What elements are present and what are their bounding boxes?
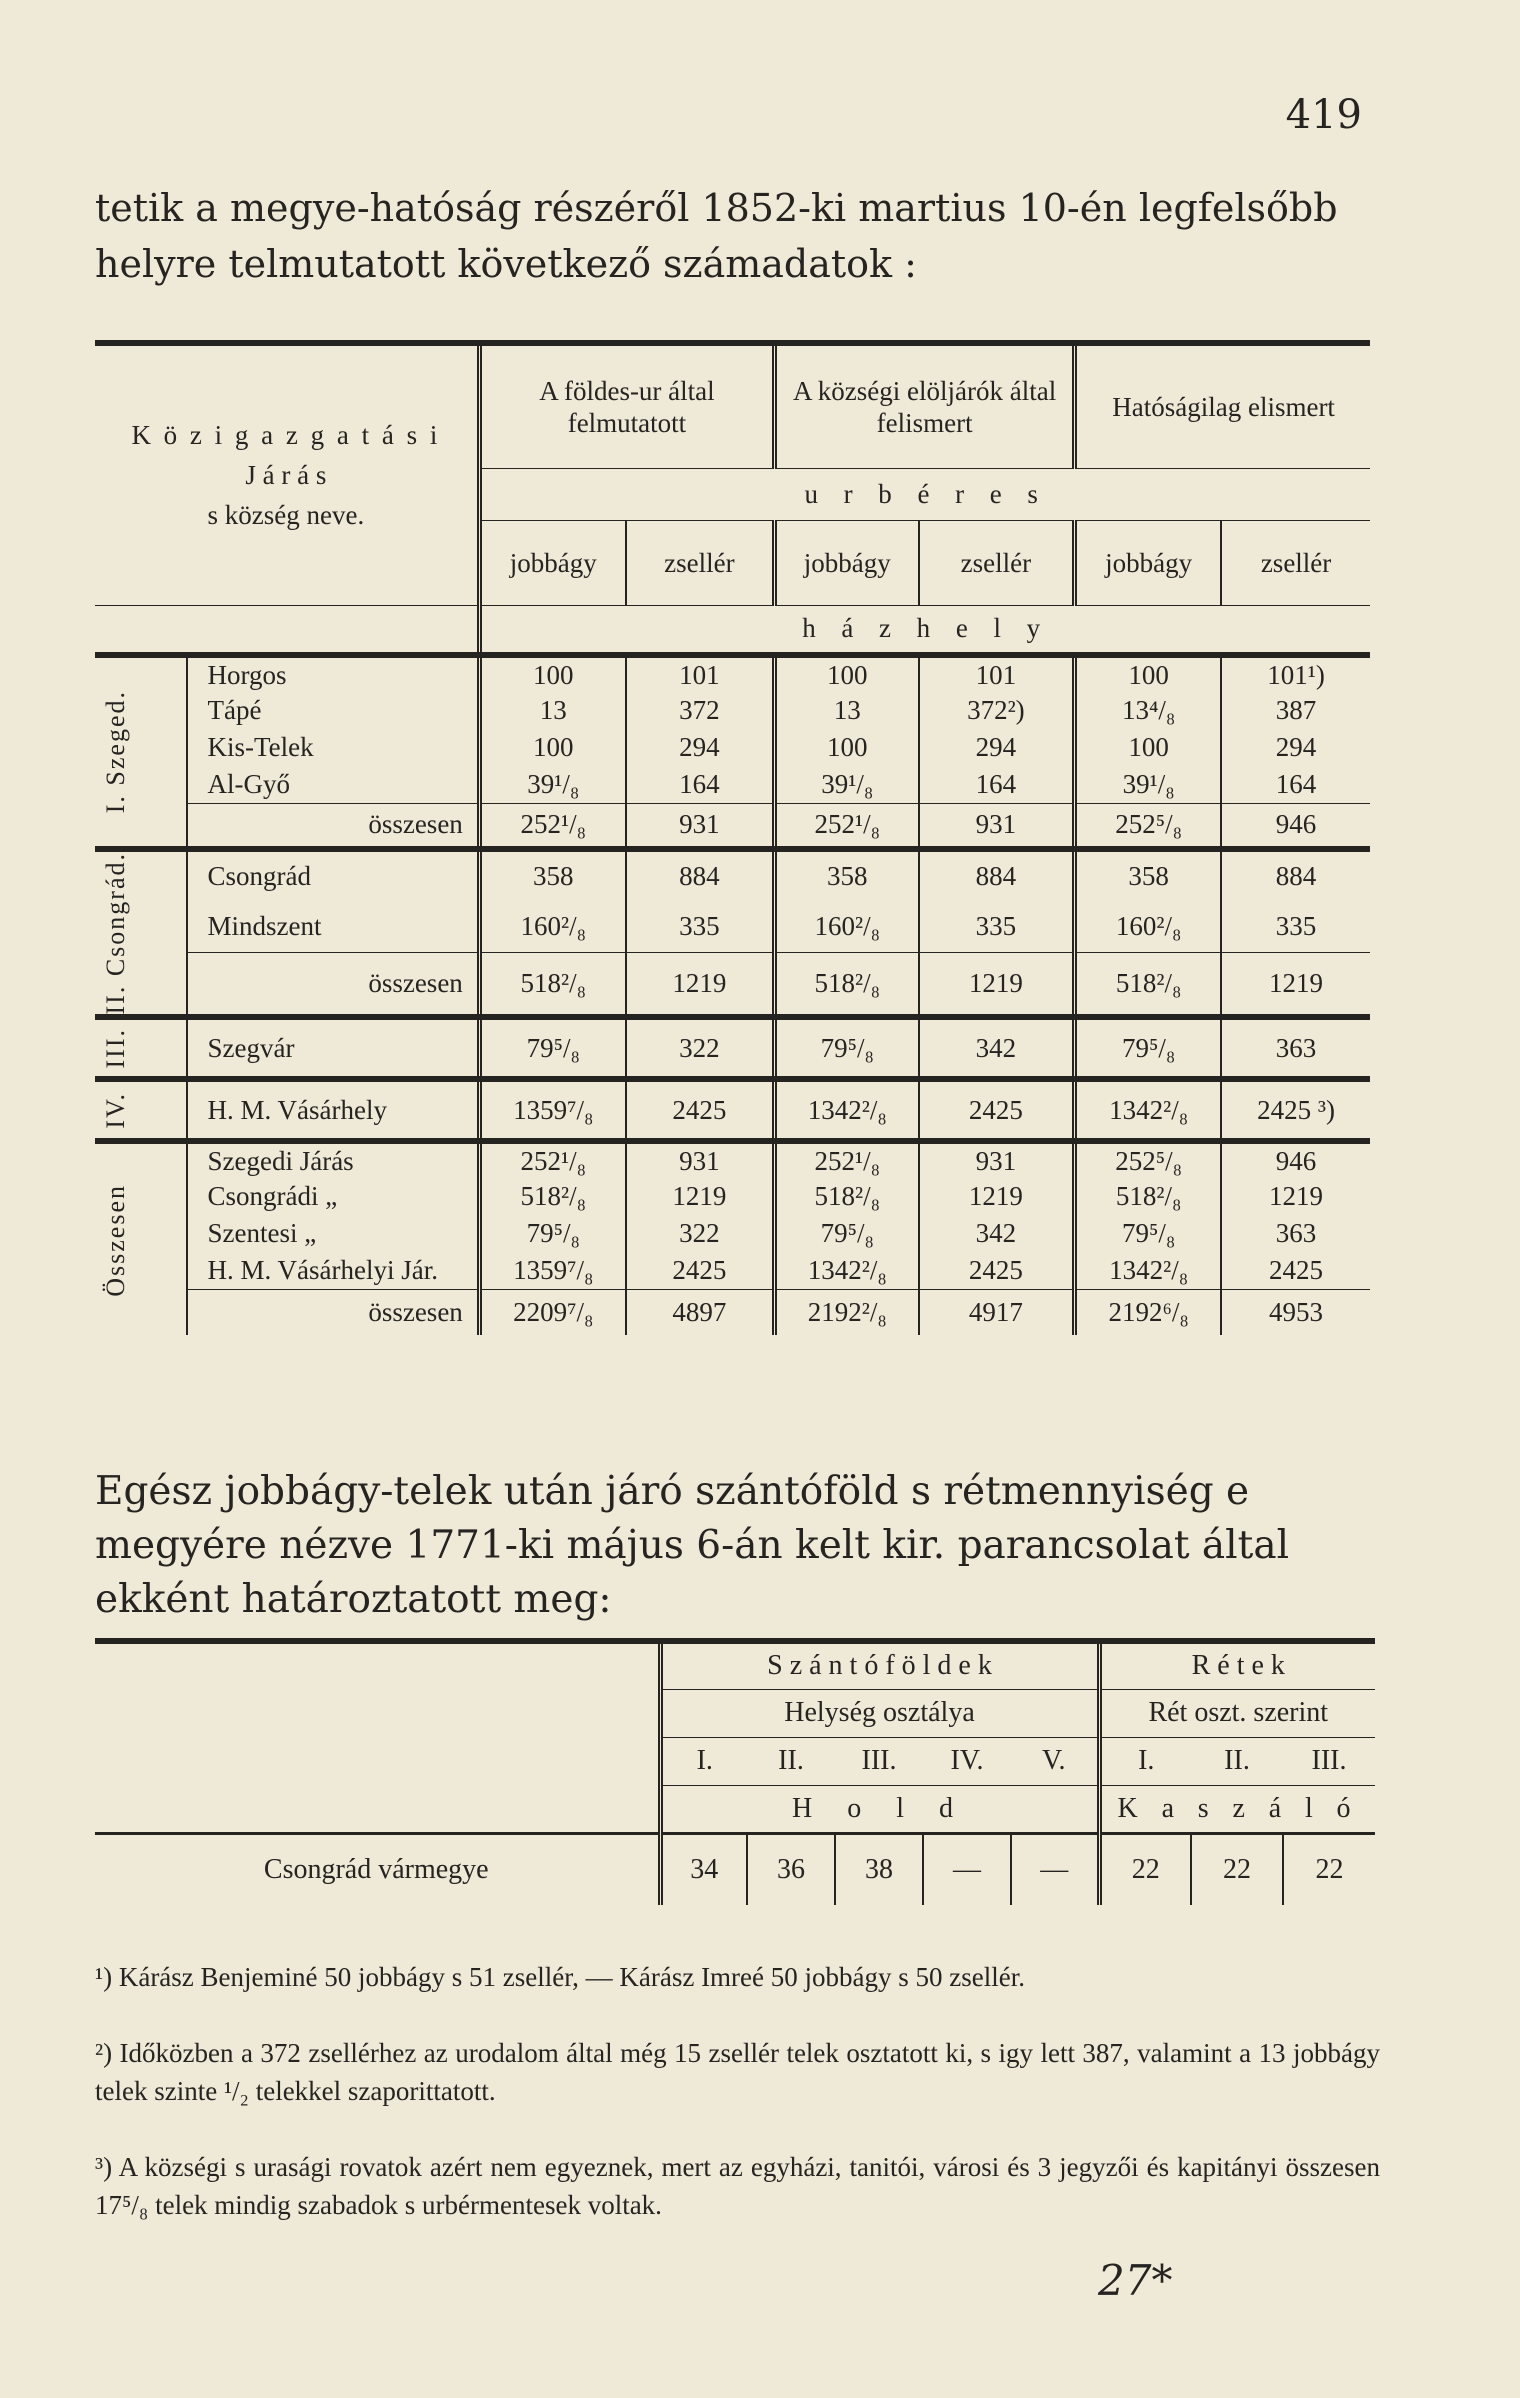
value-cell: 79⁵/₈	[775, 1215, 919, 1252]
value-cell: 160²/₈	[1075, 901, 1221, 953]
value-cell: 1342²/₈	[775, 1079, 919, 1141]
value-cell: 100	[1075, 729, 1221, 766]
value-cell: 13⁴/₈	[1075, 692, 1221, 729]
total-cell: 4917	[919, 1289, 1075, 1335]
total-cell: 252⁵/₈	[1075, 803, 1221, 849]
col-jobbagy-2: jobbágy	[775, 520, 919, 605]
group-header-1: A földes-ur által felmutatott	[479, 343, 774, 468]
value-cell: 2425	[626, 1252, 775, 1289]
row-name: Szentesi „	[207, 1218, 317, 1249]
value-cell: 342	[919, 1017, 1075, 1079]
total-label: összesen	[368, 968, 463, 999]
row-name: Csongrádi „	[207, 1181, 338, 1212]
value-cell: 372	[626, 692, 775, 729]
header-szantofoldek: S z á n t ó f ö l d e k	[660, 1641, 1099, 1689]
value-cell: 34	[660, 1833, 747, 1905]
value-cell: 252¹/₈	[775, 1141, 919, 1178]
total-label: összesen	[368, 809, 463, 840]
group-header-2: A községi elöljárók által felismert	[775, 343, 1075, 468]
value-cell: —	[1011, 1833, 1099, 1905]
total-cell: 4953	[1221, 1289, 1370, 1335]
value-cell: 931	[626, 1141, 775, 1178]
row-name: Szegedi Járás	[207, 1145, 354, 1176]
urbarial-table	[95, 340, 1370, 1365]
value-cell: 1219	[1221, 1178, 1370, 1215]
value-cell: 100	[775, 729, 919, 766]
total-cell: 2192⁶/₈	[1075, 1289, 1221, 1335]
value-cell: 79⁵/₈	[775, 1017, 919, 1079]
header-ret-oszt: Rét oszt. szerint	[1099, 1689, 1375, 1737]
row-name-csongrad: Csongrád vármegye	[263, 1853, 489, 1885]
value-cell: 1359⁷/₈	[479, 1252, 625, 1289]
row-name: Kis-Telek	[207, 732, 314, 762]
total-cell: 1219	[919, 953, 1075, 1018]
value-cell: 387	[1221, 692, 1370, 729]
value-cell: 22	[1191, 1833, 1283, 1905]
value-cell: 1219	[919, 1178, 1075, 1215]
value-cell: 164	[626, 766, 775, 803]
value-cell: 100	[479, 729, 625, 766]
section-label-text: IV.	[101, 1092, 130, 1129]
value-cell: 36	[747, 1833, 835, 1905]
value-cell: 101¹)	[1221, 655, 1370, 692]
value-cell: 252⁵/₈	[1075, 1141, 1221, 1178]
col-jobbagy-3: jobbágy	[1075, 520, 1221, 605]
value-cell: 22	[1283, 1833, 1375, 1905]
section-label	[95, 849, 187, 1017]
col-zseller-1: zsellér	[626, 520, 775, 605]
class-ret-2: II.	[1224, 1745, 1250, 1776]
value-cell: 335	[1221, 901, 1370, 953]
value-cell: 884	[919, 849, 1075, 901]
value-cell: 518²/₈	[1075, 1178, 1221, 1215]
section-label-text: Összesen	[101, 1183, 130, 1297]
value-cell: 164	[919, 766, 1075, 803]
header-line-2: J á r á s	[245, 460, 327, 491]
section-label	[95, 1079, 187, 1141]
row-name: Csongrád	[207, 860, 311, 891]
value-cell: 294	[1221, 729, 1370, 766]
total-label: összesen	[368, 1297, 463, 1328]
value-cell: 101	[626, 655, 775, 692]
value-cell: 1342²/₈	[1075, 1252, 1221, 1289]
section-label-text: II. Csongrád.	[101, 852, 130, 1015]
value-cell: 100	[1075, 655, 1221, 692]
value-cell: 13	[775, 692, 919, 729]
total-cell: 252¹/₈	[775, 803, 919, 849]
value-cell: 2425	[1221, 1252, 1370, 1289]
value-cell: 39¹/₈	[1075, 766, 1221, 803]
value-cell: 931	[919, 1141, 1075, 1178]
value-cell: 358	[1075, 849, 1221, 901]
class-szanto-1: I.	[660, 1737, 747, 1785]
hazhely-label: h á z h e l y	[479, 605, 1370, 655]
value-cell: 1219	[626, 1178, 775, 1215]
value-cell: 38	[835, 1833, 923, 1905]
col-zseller-3: zsellér	[1221, 520, 1370, 605]
value-cell: 100	[775, 655, 919, 692]
value-cell: 2425	[919, 1252, 1075, 1289]
group-header-3: Hatóságilag elismert	[1075, 343, 1370, 468]
value-cell: 160²/₈	[479, 901, 625, 953]
value-cell: 363	[1221, 1017, 1370, 1079]
value-cell: 79⁵/₈	[479, 1215, 625, 1252]
total-cell: 1219	[626, 953, 775, 1018]
value-cell: 39¹/₈	[775, 766, 919, 803]
total-cell: 518²/₈	[1075, 953, 1221, 1018]
total-cell: 518²/₈	[479, 953, 625, 1018]
total-cell: 518²/₈	[775, 953, 919, 1018]
class-szanto-2: II.	[778, 1745, 804, 1776]
col-zseller-2: zsellér	[919, 520, 1075, 605]
section-label	[95, 1017, 187, 1079]
value-cell: 372²)	[919, 692, 1075, 729]
row-name: Tápé	[207, 695, 262, 725]
section-label	[95, 1141, 187, 1335]
value-cell: 518²/₈	[479, 1178, 625, 1215]
total-cell: 1219	[1221, 953, 1370, 1018]
value-cell: 884	[626, 849, 775, 901]
value-cell: 363	[1221, 1215, 1370, 1252]
value-cell: 252¹/₈	[479, 1141, 625, 1178]
unit-kaszalo: K a s z á l ó	[1099, 1785, 1375, 1833]
intro-text: tetik a megye-hatóság részéről 1852-ki martius 10-én legfelsőbb helyre telmutatott következő számadatok :	[95, 186, 1338, 286]
section-label-text: I. Szeged.	[101, 690, 130, 814]
header-retek: R é t e k	[1099, 1641, 1375, 1689]
value-cell: 335	[626, 901, 775, 953]
value-cell: 13	[479, 692, 625, 729]
header-line-3: s község neve.	[207, 500, 365, 531]
value-cell: 2425 ³)	[1221, 1079, 1370, 1141]
total-cell: 946	[1221, 803, 1370, 849]
land-allocation-table	[95, 1638, 1375, 1905]
value-cell: 101	[919, 655, 1075, 692]
section-label	[95, 655, 187, 849]
total-cell: 252¹/₈	[479, 803, 625, 849]
value-cell: 518²/₈	[775, 1178, 919, 1215]
row-name: Al-Győ	[207, 768, 290, 799]
value-cell: 22	[1099, 1833, 1191, 1905]
value-cell: 79⁵/₈	[479, 1017, 625, 1079]
value-cell: 294	[919, 729, 1075, 766]
value-cell: 39¹/₈	[479, 766, 625, 803]
total-cell: 4897	[626, 1289, 775, 1335]
section-label-text: III.	[101, 1028, 130, 1069]
footnote-3: ³) A községi s urasági rovatok azért nem egyeznek, mert az egyházi, tanitói, városi és 3 jegyzői és kapitányi összesen 17⁵/₈ telek mindig szabadok s urbérmentesek voltak.	[95, 2152, 1380, 2220]
row-name: Mindszent	[207, 911, 322, 942]
total-cell: 931	[919, 803, 1075, 849]
value-cell: 100	[479, 655, 625, 692]
unit-hold: H o l d	[660, 1785, 1099, 1833]
class-szanto-4: IV.	[950, 1745, 984, 1776]
row-name: Szegvár	[207, 1032, 295, 1063]
row-name: H. M. Vásárhelyi Jár.	[207, 1255, 438, 1286]
total-cell: 2192²/₈	[775, 1289, 919, 1335]
paragraph-2: Egész jobbágy-telek után járó szántóföld s rétmennyiség e megyére nézve 1771-ki május 6-án kelt kir. parancsolat által ekként határoztatott meg:	[95, 1469, 1290, 1622]
page-number: 419	[1285, 92, 1362, 138]
urberes-label: u r b é r e s	[479, 468, 1370, 520]
class-szanto-3: III.	[861, 1745, 897, 1776]
value-cell: 946	[1221, 1141, 1370, 1178]
footnote-2: ²) Időközben a 372 zsellérhez az urodalom által még 15 zsellér telek osztatott ki, s igy lett 387, valamint a 13 jobbágy telek szinte ¹/₂ telekkel szaporittatott.	[95, 2038, 1380, 2106]
value-cell: 79⁵/₈	[1075, 1215, 1221, 1252]
value-cell: 2425	[919, 1079, 1075, 1141]
total-cell: 2209⁷/₈	[479, 1289, 625, 1335]
row-name: Horgos	[207, 659, 287, 690]
value-cell: 1342²/₈	[1075, 1079, 1221, 1141]
value-cell: 358	[775, 849, 919, 901]
value-cell: 358	[479, 849, 625, 901]
value-cell: —	[923, 1833, 1011, 1905]
value-cell: 1342²/₈	[775, 1252, 919, 1289]
col-jobbagy-1: jobbágy	[479, 520, 625, 605]
value-cell: 884	[1221, 849, 1370, 901]
value-cell: 322	[626, 1215, 775, 1252]
class-ret-1: I.	[1099, 1737, 1191, 1785]
value-cell: 335	[919, 901, 1075, 953]
value-cell: 1359⁷/₈	[479, 1079, 625, 1141]
value-cell: 2425	[626, 1079, 775, 1141]
value-cell: 79⁵/₈	[1075, 1017, 1221, 1079]
value-cell: 164	[1221, 766, 1370, 803]
value-cell: 160²/₈	[775, 901, 919, 953]
class-ret-3: III.	[1311, 1745, 1347, 1776]
footnote-1: ¹) Kárász Benjeminé 50 jobbágy s 51 zsellér, — Kárász Imreé 50 jobbágy s 50 zsellér.	[95, 1962, 1025, 1992]
signature-mark: 27*	[1098, 2256, 1173, 2305]
row-name: H. M. Vásárhely	[207, 1094, 387, 1125]
header-helyseg-osztalya: Helység osztálya	[660, 1689, 1099, 1737]
value-cell: 294	[626, 729, 775, 766]
total-cell: 931	[626, 803, 775, 849]
value-cell: 322	[626, 1017, 775, 1079]
value-cell: 342	[919, 1215, 1075, 1252]
header-line-1: K ö z i g a z g a t á s i	[131, 420, 441, 451]
class-szanto-5: V.	[1041, 1745, 1066, 1776]
